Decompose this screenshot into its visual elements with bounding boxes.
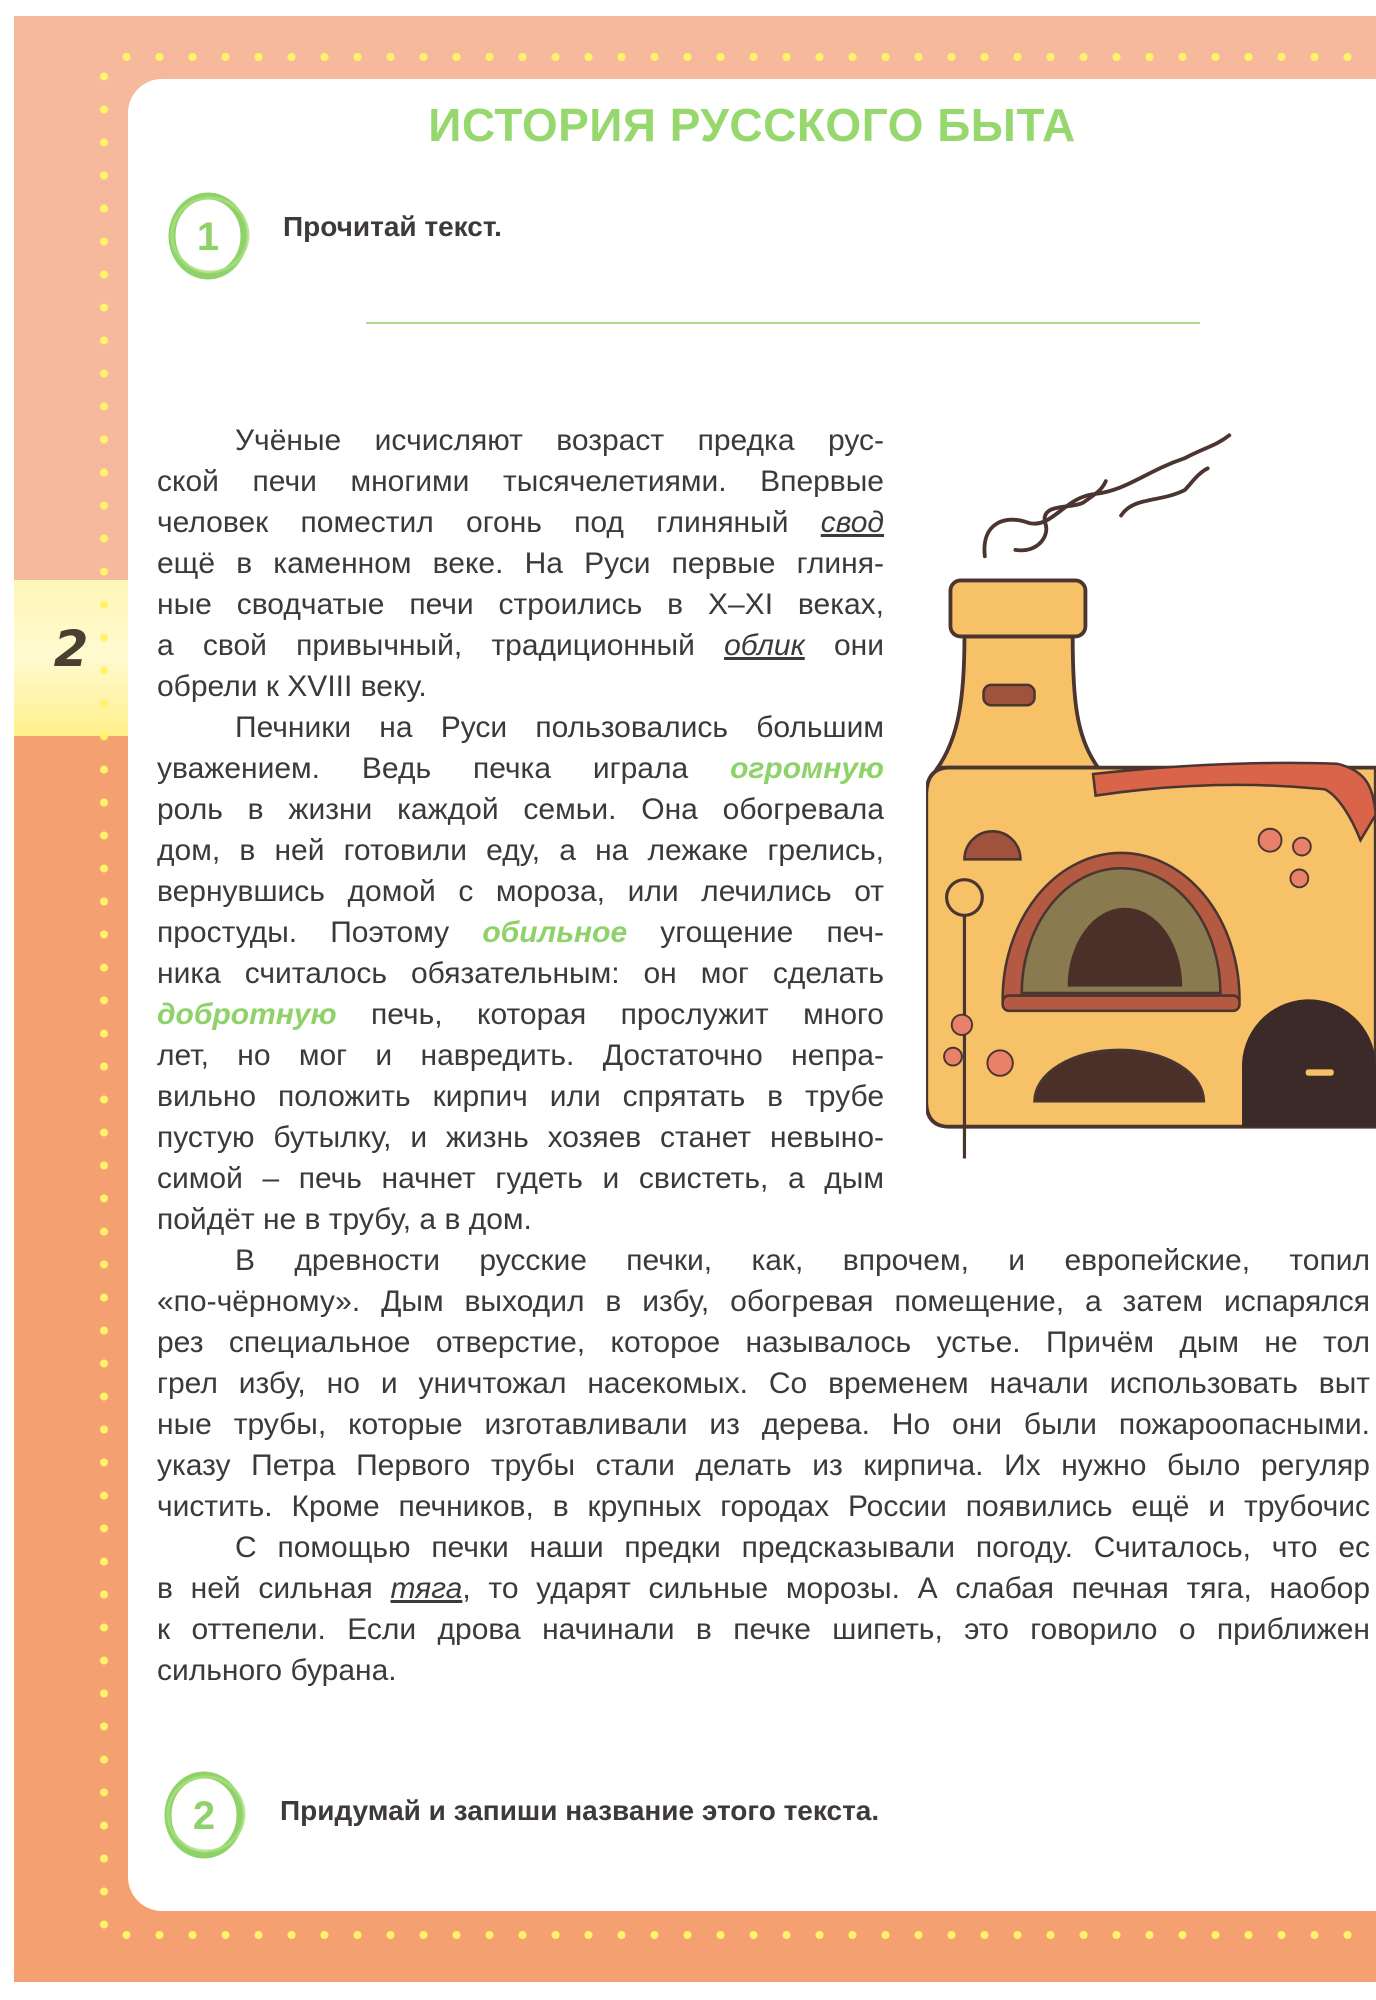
- text-segment: а свой привычный, традиционный: [157, 629, 725, 662]
- text-segment: Печники на Руси пользовались большим: [235, 711, 884, 744]
- text-segment: лет, но мог и навредить. Достаточно непра-: [157, 1039, 884, 1072]
- text-segment: вернувшись домой с мороза, или лечились от: [157, 875, 884, 908]
- text-line: [157, 1076, 884, 1117]
- emphasized-word: добротную: [157, 998, 337, 1031]
- text-segment: «по-чёрному». Дым выходил в избу, обогревая помещение, а затем испарялся: [157, 1285, 1370, 1318]
- text-segment: простуды. Поэтому: [157, 916, 483, 949]
- text-line: [157, 1035, 884, 1076]
- text-line: [157, 1281, 1370, 1322]
- text-segment: рез специальное отверстие, которое называлось устье. Причём дым не тол: [157, 1326, 1370, 1359]
- emphasized-word: свод: [820, 506, 884, 539]
- text-line: [157, 994, 884, 1035]
- task-1-badge-icon: [162, 190, 254, 282]
- text-line: [157, 1199, 884, 1240]
- dotted-border-top: [110, 52, 1376, 62]
- russian-stove-illustration: [926, 420, 1376, 1170]
- text-line: [157, 953, 884, 994]
- text-segment: В древности русские печки, как, впрочем, и европейские, топил: [235, 1244, 1370, 1277]
- text-line: [157, 912, 884, 953]
- text-line: [157, 1445, 1370, 1486]
- text-segment: , то ударят сильные морозы. А слабая печная тяга, наобор: [462, 1572, 1370, 1605]
- text-segment: пустую бутылку, и жизнь хозяев станет невыно-: [157, 1121, 884, 1154]
- task-2-badge-icon: [158, 1769, 250, 1861]
- page-title: ИСТОРИЯ РУССКОГО БЫТА: [428, 99, 1076, 151]
- text-line: [157, 625, 884, 666]
- text-segment: к оттепели. Если дрова начинали в печке шипеть, это говорило о приближен: [157, 1613, 1370, 1646]
- text-segment: С помощью печки наши предки предсказывали погоду. Считалось, что ес: [235, 1531, 1370, 1564]
- text-segment: ской печи многими тысячелетиями. Впервые: [157, 465, 884, 498]
- text-line: [157, 707, 884, 748]
- task-1-number: 1: [196, 215, 220, 259]
- text-line: [157, 1240, 1370, 1281]
- task-2-label: Придумай и запиши название этого текста.: [280, 1795, 880, 1826]
- text-line: [157, 871, 884, 912]
- text-segment: ные трубы, которые изготавливали из дерева. Но они были пожароопасными.: [157, 1408, 1370, 1441]
- text-segment: они: [804, 629, 884, 662]
- emphasized-word: тяга: [390, 1572, 463, 1605]
- task-2-number: 2: [192, 1794, 216, 1838]
- text-segment: ника считалось обязательным: он мог сделать: [157, 957, 884, 990]
- text-line: [157, 748, 884, 789]
- text-segment: Учёные исчисляют возраст предка рус-: [235, 424, 884, 457]
- text-segment: обрели к XVIII веку.: [157, 670, 427, 703]
- text-segment: симой – печь начнет гудеть и свистеть, а дым: [157, 1162, 884, 1195]
- text-line: [157, 1158, 884, 1199]
- text-segment: грел избу, но и уничтожал насекомых. Со временем начали использовать выт: [157, 1367, 1370, 1400]
- text-line: [157, 1117, 884, 1158]
- text-segment: указу Петра Первого трубы стали делать из кирпича. Их нужно было регуляр: [157, 1449, 1370, 1482]
- text-segment: ные сводчатые печи строились в X–XI веках,: [157, 588, 884, 621]
- text-line: [157, 666, 884, 707]
- text-segment: вильно положить кирпич или спрятать в трубе: [157, 1080, 884, 1113]
- text-line: [157, 461, 884, 502]
- text-segment: в ней сильная: [157, 1572, 391, 1605]
- text-line: [157, 1650, 1370, 1691]
- smoke-icon: [984, 435, 1229, 556]
- text-segment: дом, в ней готовили еду, а на лежаке грелись,: [157, 834, 884, 867]
- text-segment: человек поместил огонь под глиняный: [157, 506, 821, 539]
- text-line: [157, 1486, 1370, 1527]
- text-segment: уважением. Ведь печка играла: [157, 752, 731, 785]
- emphasized-word: огромную: [730, 752, 884, 785]
- title-answer-line: [366, 322, 1200, 324]
- emphasized-word: облик: [724, 629, 805, 662]
- text-segment: сильного бурана.: [157, 1654, 397, 1687]
- section-number: 2: [53, 620, 89, 678]
- text-line: [157, 584, 884, 625]
- text-segment: пойдёт не в трубу, а в дом.: [157, 1203, 532, 1236]
- text-line: [157, 1527, 1370, 1568]
- text-line: [157, 502, 884, 543]
- text-line: [157, 1609, 1370, 1650]
- text-segment: ещё в каменном веке. На Руси первые глиня-: [157, 547, 884, 580]
- text-line: [157, 420, 884, 461]
- chimney-cap: [950, 580, 1085, 636]
- text-line: [157, 789, 884, 830]
- text-segment: печь, которая прослужит много: [336, 998, 884, 1031]
- text-line: [157, 1404, 1370, 1445]
- text-line: [157, 830, 884, 871]
- text-segment: угощение печ-: [627, 916, 884, 949]
- damper-icon: [984, 685, 1035, 705]
- task-1-label: Прочитай текст.: [283, 211, 502, 242]
- text-segment: роль в жизни каждой семьи. Она обогревала: [157, 793, 884, 826]
- text-segment: чистить. Кроме печников, в крупных городах России появились ещё и трубочис: [157, 1490, 1370, 1523]
- text-line: [157, 543, 884, 584]
- text-line: [157, 1568, 1370, 1609]
- dotted-border-bottom: [110, 1930, 1376, 1940]
- emphasized-word: обильное: [482, 916, 628, 949]
- text-line: [157, 1322, 1370, 1363]
- text-line: [157, 1363, 1370, 1404]
- dotted-border-left: [99, 60, 109, 1940]
